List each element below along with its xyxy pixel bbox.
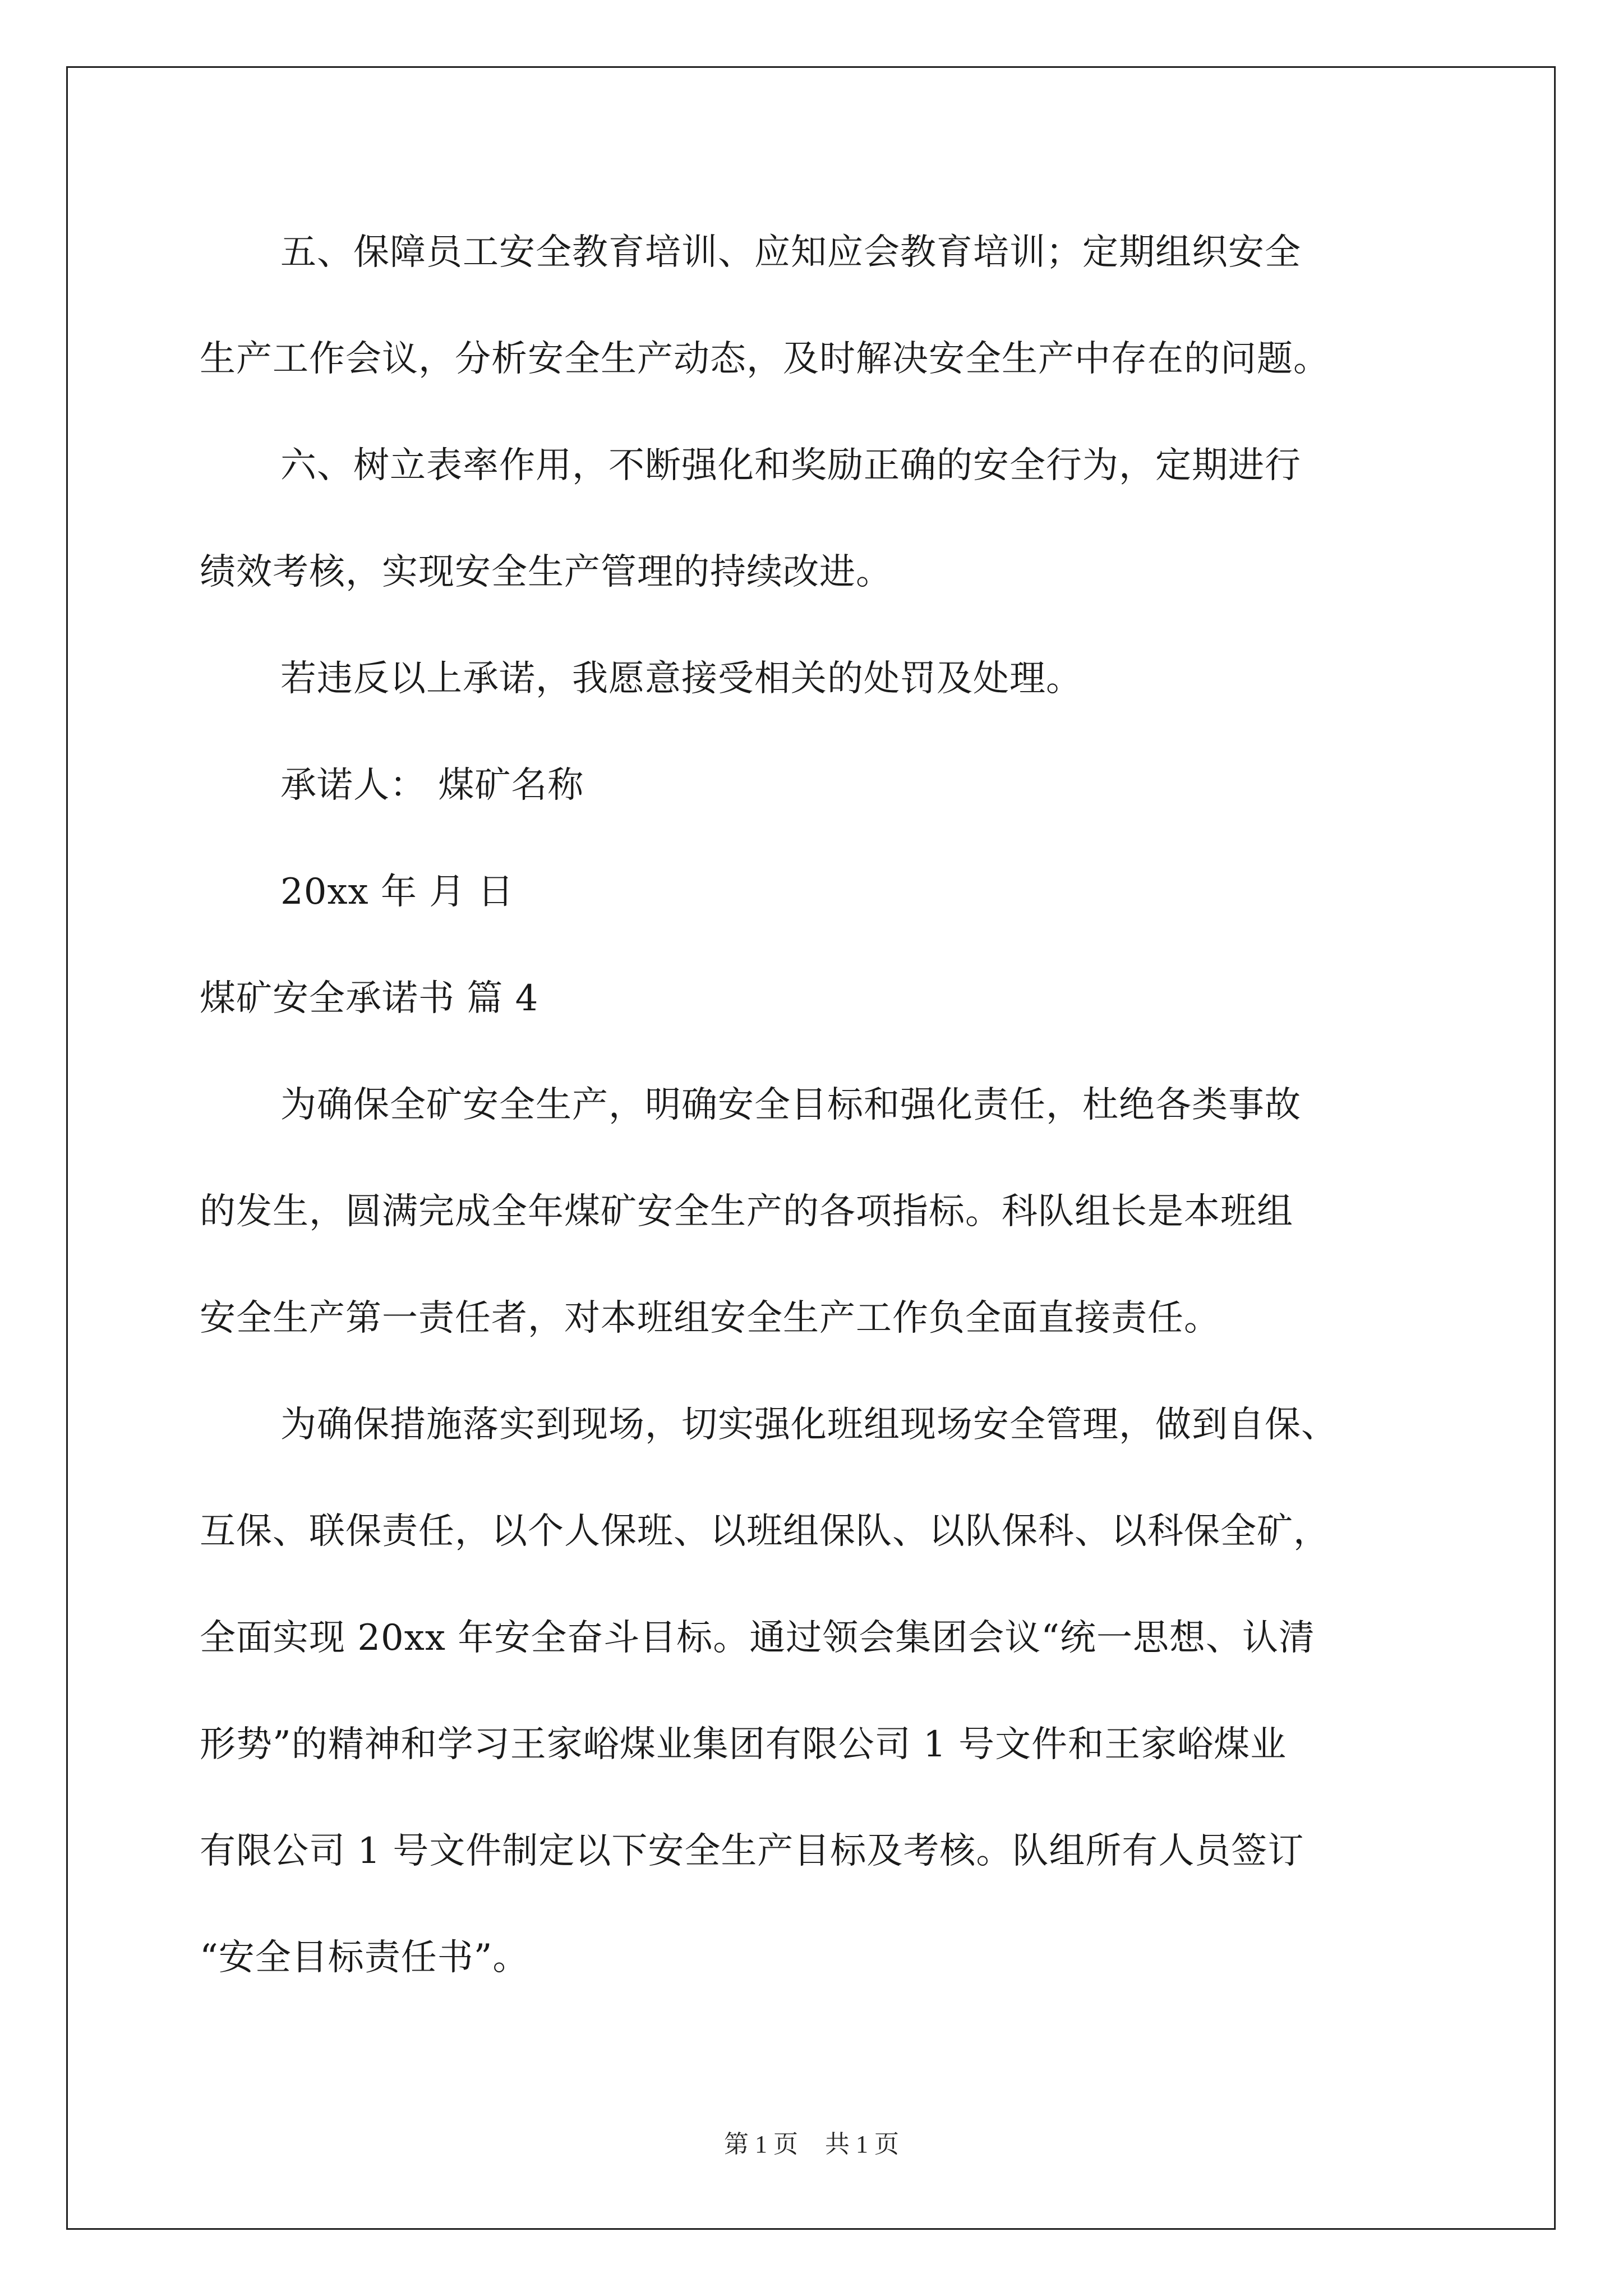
paragraph-line: 的发生，圆满完成全年煤矿安全生产的各项指标。科队组长是本班组 xyxy=(200,1191,1293,1232)
signatory-line: 承诺人： 煤矿名称 xyxy=(280,765,584,806)
paragraph-line: 五、保障员工安全教育培训、应知应会教育培训；定期组织安全 xyxy=(280,232,1301,273)
paragraph-line: 六、树立表率作用，不断强化和奖励正确的安全行为，定期进行 xyxy=(280,445,1301,486)
paragraph-line: “安全目标责任书”。 xyxy=(200,1937,529,1978)
paragraph-line: 安全生产第一责任者，对本班组安全生产工作负全面直接责任。 xyxy=(200,1297,1220,1339)
paragraph-line: 若违反以上承诺，我愿意接受相关的处罚及处理。 xyxy=(280,658,1082,700)
paragraph-line: 形势”的精神和学习王家峪煤业集团有限公司 1 号文件和王家峪煤业 xyxy=(200,1724,1287,1765)
paragraph-line: 为确保措施落实到现场，切实强化班组现场安全管理，做到自保、 xyxy=(280,1404,1338,1446)
date-line: 20xx 年 月 日 xyxy=(280,871,514,913)
page-total: 共 1 页 xyxy=(825,2131,899,2158)
paragraph-line: 有限公司 1 号文件制定以下安全生产目标及考核。队组所有人员签订 xyxy=(200,1830,1304,1872)
section-heading: 煤矿安全承诺书 篇 4 xyxy=(200,978,539,1019)
page-number: 第 1 页 xyxy=(724,2131,798,2158)
page-footer xyxy=(0,2129,1623,2160)
paragraph-line: 绩效考核，实现安全生产管理的持续改进。 xyxy=(200,551,892,593)
paragraph-line: 为确保全矿安全生产，明确安全目标和强化责任，杜绝各类事故 xyxy=(280,1084,1301,1126)
paragraph-line: 全面实现 20xx 年安全奋斗目标。通过领会集团会议“统一思想、认清 xyxy=(200,1617,1316,1659)
paragraph-line: 互保、联保责任，以个人保班、以班组保队、以队保科、以科保全矿， xyxy=(200,1511,1330,1552)
page-border xyxy=(66,66,1556,2230)
paragraph-line: 生产工作会议，分析安全生产动态，及时解决安全生产中存在的问题。 xyxy=(200,338,1330,380)
